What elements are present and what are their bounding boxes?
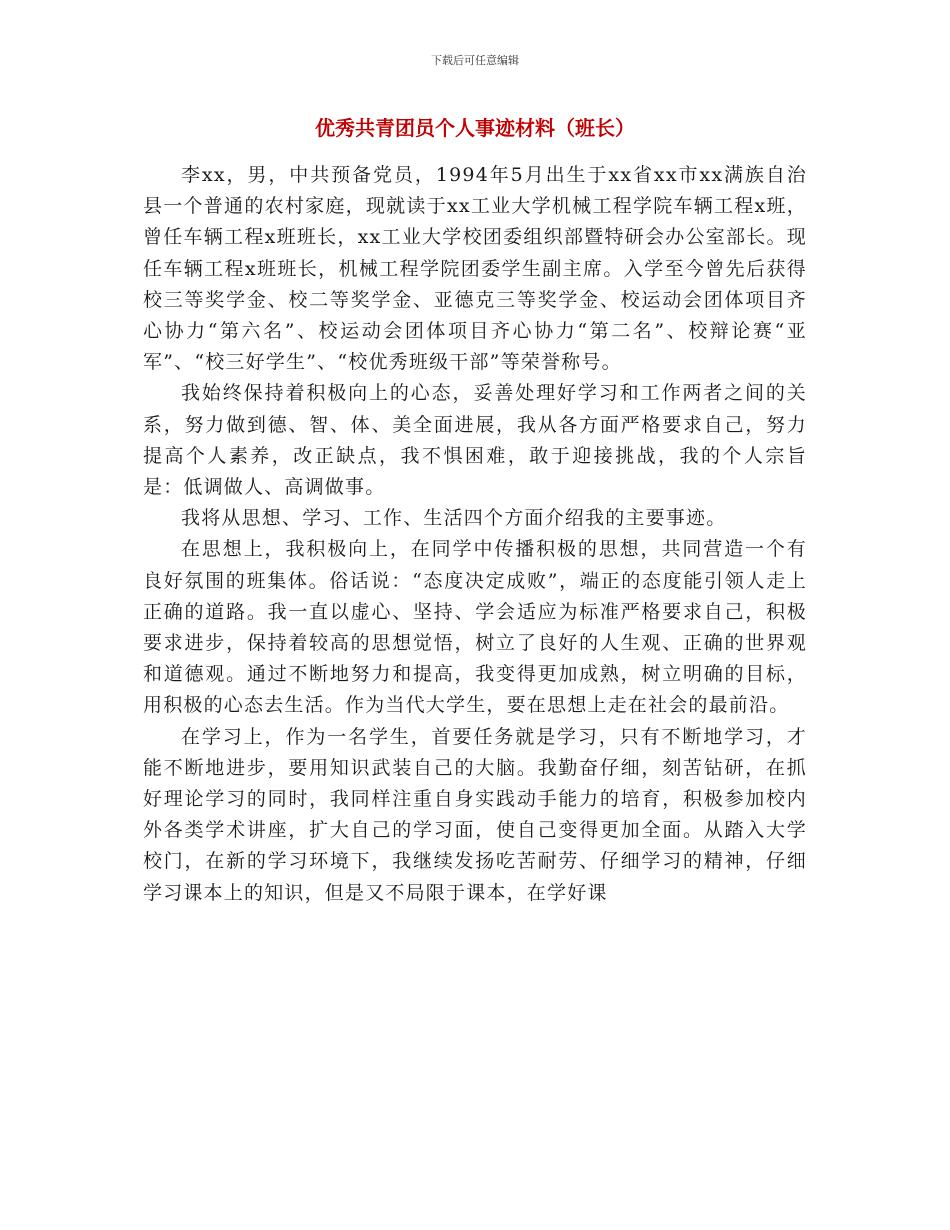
- page-header-note: 下载后可任意编辑: [431, 54, 519, 67]
- paragraph-overview: 我将从思想、学习、工作、生活四个方面介绍我的主要事迹。: [181, 507, 727, 530]
- document-title: 优秀共青团员个人事迹材料（班长）: [315, 116, 635, 140]
- document-body: [143, 160, 807, 909]
- paragraph-intro: 李xx，男，中共预备党员，1994年5月出生于xx省xx市xx满族自治县一个普通的农村家庭，现就读于xx工业大学机械工程学院车辆工程x班，曾任车辆工程x班班长，xx工业大学校团委组织部暨特研会办公室部长。现任车辆工程x班班长，机械工程学院团委学生副主席。入学至今曾先后获得校三等奖学金、校二等奖学金、亚德克三等奖学金、校运动会团体项目齐心协力“第六名”、校运动会团体项目齐心协力“第二名”、校辩论赛“亚军”、“校三好学生”、“校优秀班级干部”等荣誉称号。: [143, 164, 807, 374]
- paragraph-thought: 在思想上，我积极向上，在同学中传播积极的思想，共同营造一个有良好氛围的班集体。俗话说：“态度决定成败”，端正的态度能引领人走上正确的道路。我一直以虚心、坚持、学会适应为标准严格要求自己，积极要求进步，保持着较高的思想觉悟，树立了良好的人生观、正确的世界观和道德观。通过不断地努力和提高，我变得更加成熟，树立明确的目标，用积极的心态去生活。作为当代大学生，要在思想上走在社会的最前沿。: [143, 538, 807, 717]
- paragraph-study: 在学习上，作为一名学生，首要任务就是学习，只有不断地学习，才能不断地进步，要用知识武装自己的大脑。我勤奋仔细，刻苦钻研，在抓好理论学习的同时，我同样注重自身实践动手能力的培育，积极参加校内外各类学术讲座，扩大自己的学习面，使自己变得更加全面。从踏入大学校门，在新的学习环境下，我继续发扬吃苦耐劳、仔细学习的精神，仔细学习课本上的知识，但是又不局限于课本，在学好课: [143, 725, 807, 904]
- paragraph-attitude: 我始终保持着积极向上的心态，妥善处理好学习和工作两者之间的关系，努力做到德、智、体、美全面进展，我从各方面严格要求自己，努力提高个人素养，改正缺点，我不惧困难，敢于迎接挑战，我的个人宗旨是：低调做人、高调做事。: [143, 382, 807, 499]
